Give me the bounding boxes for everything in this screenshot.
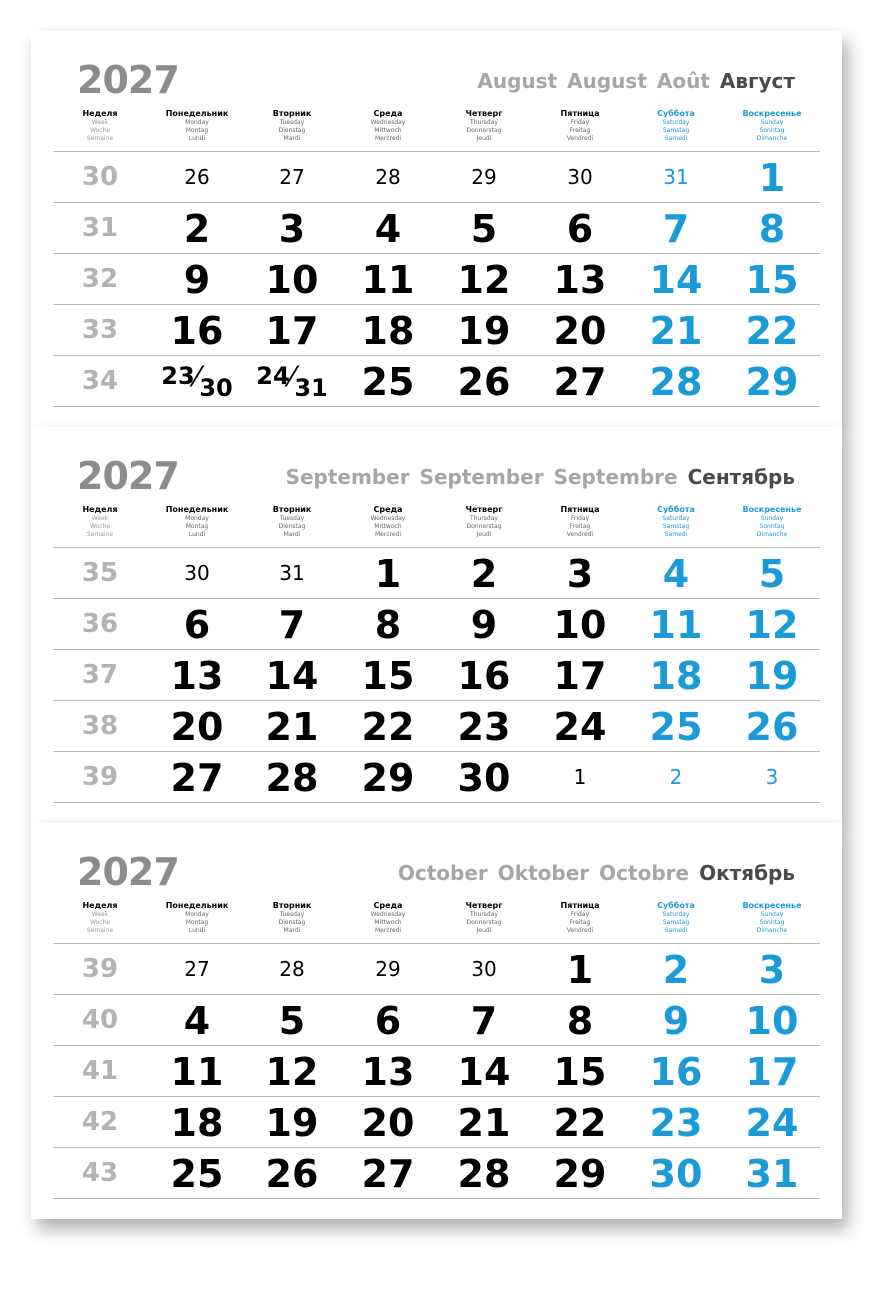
day-number: 16 [457, 654, 511, 698]
day-number: 15 [361, 654, 415, 698]
month-name-foreign: October [397, 861, 488, 885]
weekday-header [621, 901, 731, 935]
weekday-name-alt: Monday [185, 515, 209, 522]
weekday-name-ru: Вторник [272, 901, 312, 910]
weekday-name-alt: Sonntag [759, 523, 785, 530]
day-number: 9 [662, 999, 690, 1043]
weekday-header [621, 109, 731, 143]
weekday-name-alt: Lundi [188, 135, 206, 142]
weekday-name-ru: Четверг [465, 505, 503, 514]
weekday-name-ru: Вторник [272, 505, 312, 514]
day-number: 15 [745, 258, 799, 302]
day-number: 21 [457, 1101, 511, 1145]
day-number-adjacent-month: 29 [375, 957, 401, 981]
weekday-name-alt: Semaine [86, 531, 114, 538]
row-divider [53, 304, 820, 305]
weekday-name-alt: Vendredi [566, 927, 594, 934]
week-number: 43 [81, 1158, 119, 1188]
month-name-foreign: Août [656, 69, 710, 93]
weekday-name-ru: Четверг [465, 901, 503, 910]
weekday-name-ru: Воскресенье [742, 901, 802, 910]
row-divider [53, 649, 820, 650]
week-number: 36 [81, 609, 119, 639]
day-number: 27 [361, 1152, 415, 1196]
day-number: 1 [374, 552, 402, 596]
weekday-name-alt: Thursday [470, 119, 498, 126]
weekday-name-ru: Неделя [82, 505, 118, 514]
row-divider [53, 547, 820, 548]
weekday-name-alt: Vendredi [566, 531, 594, 538]
weekday-name-alt: Samstag [662, 523, 690, 530]
weekday-name-ru: Суббота [657, 505, 695, 514]
day-number: 14 [265, 654, 319, 698]
day-number: 12 [265, 1050, 319, 1094]
weekday-name-alt: Dienstag [278, 919, 306, 926]
day-number-adjacent-month: 31 [663, 165, 689, 189]
month-name-foreign: Septembre [553, 465, 678, 489]
weekday-header [621, 505, 731, 539]
week-number: 30 [81, 162, 119, 192]
day-number: 7 [470, 999, 498, 1043]
day-number: 22 [745, 309, 799, 353]
day-number: 23 [457, 705, 511, 749]
row-divider [53, 700, 820, 701]
weekday-name-alt: Freitag [569, 127, 591, 134]
weekday-header [717, 505, 827, 539]
day-number: 4 [662, 552, 690, 596]
weekday-header [525, 109, 635, 143]
year-label: 2027 [77, 454, 179, 498]
row-divider [53, 1045, 820, 1046]
weekday-name-alt: Dienstag [278, 523, 306, 530]
day-number: 5 [278, 999, 306, 1043]
weekday-name-alt: Mittwoch [374, 523, 402, 530]
weekday-name-alt: Sunday [760, 119, 784, 126]
weekday-header [142, 901, 252, 935]
day-number: 18 [361, 309, 415, 353]
weekday-name-alt: Friday [570, 119, 590, 126]
day-number: 3 [278, 207, 306, 251]
weekday-name-alt: Woche [89, 127, 111, 134]
week-number: 31 [81, 213, 119, 243]
weekday-name-alt: Woche [89, 919, 111, 926]
day-number-adjacent-month: 28 [375, 165, 401, 189]
weekday-header [333, 505, 443, 539]
day-number-adjacent-month: 27 [279, 165, 305, 189]
weekday-name-alt: Samedi [664, 531, 688, 538]
day-number: 24 [745, 1101, 799, 1145]
day-cell-split [247, 360, 337, 402]
month-name-ru: Октябрь [699, 861, 795, 885]
weekday-name-alt: Freitag [569, 523, 591, 530]
day-number: 5 [470, 207, 498, 251]
day-number: 11 [361, 258, 415, 302]
day-number: 6 [183, 603, 211, 647]
weekday-header [429, 109, 539, 143]
weekday-name-alt: Donnerstag [466, 919, 502, 926]
day-number: 12 [457, 258, 511, 302]
weekday-name-alt: Tuesday [279, 515, 305, 522]
day-number: 8 [374, 603, 402, 647]
row-divider [53, 1096, 820, 1097]
week-number: 39 [81, 762, 119, 792]
weekday-header [429, 901, 539, 935]
weekday-name-alt: Mittwoch [374, 127, 402, 134]
weekday-header [525, 901, 635, 935]
weekday-name-alt: Monday [185, 119, 209, 126]
day-number: 22 [553, 1101, 607, 1145]
month-names [286, 467, 795, 487]
weekday-name-alt: Mercredi [374, 927, 401, 934]
weekday-name-alt: Semaine [86, 135, 114, 142]
day-number: 10 [745, 999, 799, 1043]
day-number: 16 [170, 309, 224, 353]
weekday-name-ru: Четверг [465, 109, 503, 118]
day-number: 4 [183, 999, 211, 1043]
weekday-header [429, 505, 539, 539]
month-name-foreign: September [419, 465, 544, 489]
weekday-name-alt: Saturday [662, 911, 690, 918]
day-number: 9 [470, 603, 498, 647]
weekday-name-alt: Thursday [470, 515, 498, 522]
day-number-adjacent-month: 30 [184, 561, 210, 585]
row-divider [53, 598, 820, 599]
day-number-adjacent-month: 26 [184, 165, 210, 189]
weekday-header [237, 505, 347, 539]
day-number: 3 [758, 948, 786, 992]
row-divider [53, 253, 820, 254]
day-number: 21 [265, 705, 319, 749]
row-divider [53, 1147, 820, 1148]
row-divider [53, 1198, 820, 1199]
weekday-name-alt: Mittwoch [374, 919, 402, 926]
day-number: 6 [566, 207, 594, 251]
weekday-name-alt: Freitag [569, 919, 591, 926]
weekday-name-alt: Tuesday [279, 119, 305, 126]
weekday-name-ru: Среда [373, 901, 403, 910]
week-number: 38 [81, 711, 119, 741]
weekday-name-alt: Mardi [283, 927, 301, 934]
week-number: 35 [81, 558, 119, 588]
day-number: 1 [566, 948, 594, 992]
weekday-name-alt: Dimanche [756, 927, 788, 934]
year-label: 2027 [77, 850, 179, 894]
day-number: 29 [553, 1152, 607, 1196]
weekday-name-alt: Sunday [760, 911, 784, 918]
day-number: 12 [745, 603, 799, 647]
day-number: 23 [649, 1101, 703, 1145]
weekday-name-ru: Среда [373, 109, 403, 118]
weekday-name-alt: Dimanche [756, 135, 788, 142]
weekday-name-alt: Lundi [188, 531, 206, 538]
day-number: 14 [457, 1050, 511, 1094]
day-number: 29 [361, 756, 415, 800]
day-number: 17 [745, 1050, 799, 1094]
weekday-name-alt: Week [91, 515, 109, 522]
day-number: 18 [170, 1101, 224, 1145]
month-name-foreign: September [285, 465, 410, 489]
day-number: 8 [758, 207, 786, 251]
day-number-adjacent-month: 31 [279, 561, 305, 585]
day-number: 20 [170, 705, 224, 749]
weekday-name-alt: Semaine [86, 927, 114, 934]
weekday-name-ru: Пятница [560, 109, 600, 118]
day-number: 11 [170, 1050, 224, 1094]
weekday-name-ru: Суббота [657, 901, 695, 910]
month-sheet-september [31, 427, 842, 823]
row-divider [53, 943, 820, 944]
week-number: 41 [81, 1056, 119, 1086]
day-number: 29 [745, 360, 799, 404]
weekday-name-ru: Среда [373, 505, 403, 514]
weekday-name-alt: Donnerstag [466, 523, 502, 530]
weekday-name-alt: Mardi [283, 135, 301, 142]
weekday-name-alt: Samedi [664, 927, 688, 934]
day-number: 18 [649, 654, 703, 698]
weekday-name-alt: Week [91, 911, 109, 918]
day-number: 28 [457, 1152, 511, 1196]
day-number: 2 [470, 552, 498, 596]
weekday-header [333, 901, 443, 935]
day-number-adjacent-month: 29 [471, 165, 497, 189]
weekday-name-alt: Wednesday [370, 515, 406, 522]
day-number: 17 [265, 309, 319, 353]
weekday-name-alt: Jeudi [476, 531, 492, 538]
weekday-name-alt: Thursday [470, 911, 498, 918]
weekday-name-ru: Воскресенье [742, 109, 802, 118]
day-number: 24 [256, 362, 290, 390]
weekday-name-alt: Saturday [662, 515, 690, 522]
day-number: 15 [553, 1050, 607, 1094]
day-number: 27 [553, 360, 607, 404]
week-number: 37 [81, 660, 119, 690]
week-number: 42 [81, 1107, 119, 1137]
day-cell-split [152, 360, 242, 402]
month-names [398, 863, 795, 883]
month-sheet-august [31, 31, 842, 427]
month-name-ru: Август [719, 69, 795, 93]
weekday-name-alt: Montag [185, 127, 209, 134]
weekday-name-alt: Saturday [662, 119, 690, 126]
day-number: 17 [553, 654, 607, 698]
month-sheet-october [31, 823, 842, 1219]
weekday-name-alt: Donnerstag [466, 127, 502, 134]
weekday-name-alt: Dienstag [278, 127, 306, 134]
day-number: 19 [265, 1101, 319, 1145]
weekday-name-alt: Jeudi [476, 927, 492, 934]
weekday-name-ru: Суббота [657, 109, 695, 118]
weekday-name-ru: Воскресенье [742, 505, 802, 514]
weekday-name-alt: Woche [89, 523, 111, 530]
week-number: 39 [81, 954, 119, 984]
day-number: 10 [265, 258, 319, 302]
weekday-name-alt: Sonntag [759, 919, 785, 926]
month-name-foreign: Oktober [497, 861, 590, 885]
weekday-name-ru: Понедельник [165, 505, 229, 514]
day-number: 4 [374, 207, 402, 251]
weekday-name-alt: Wednesday [370, 119, 406, 126]
weekday-name-alt: Wednesday [370, 911, 406, 918]
weekday-name-alt: Dimanche [756, 531, 788, 538]
month-names [477, 71, 795, 91]
date-split-slash: ⁄ [194, 360, 200, 393]
day-number: 30 [649, 1152, 703, 1196]
weekday-name-alt: Mercredi [374, 531, 401, 538]
weekday-name-alt: Mardi [283, 531, 301, 538]
day-number: 14 [649, 258, 703, 302]
day-number: 2 [183, 207, 211, 251]
weekday-name-alt: Montag [185, 919, 209, 926]
row-divider [53, 406, 820, 407]
week-number: 33 [81, 315, 119, 345]
day-number: 19 [457, 309, 511, 353]
day-number: 5 [758, 552, 786, 596]
day-number: 16 [649, 1050, 703, 1094]
weekday-header [237, 109, 347, 143]
day-number: 25 [361, 360, 415, 404]
day-number: 28 [265, 756, 319, 800]
day-number: 22 [361, 705, 415, 749]
row-divider [53, 751, 820, 752]
weekday-name-alt: Montag [185, 523, 209, 530]
weekday-name-ru: Пятница [560, 505, 600, 514]
week-number: 40 [81, 1005, 119, 1035]
day-number: 30 [199, 374, 233, 402]
weekday-name-alt: Monday [185, 911, 209, 918]
weekday-name-alt: Samedi [664, 135, 688, 142]
row-divider [53, 994, 820, 995]
day-number-adjacent-month: 30 [567, 165, 593, 189]
day-number: 25 [649, 705, 703, 749]
day-number: 26 [457, 360, 511, 404]
day-number: 26 [745, 705, 799, 749]
weekday-header [717, 109, 827, 143]
day-number: 20 [361, 1101, 415, 1145]
weekday-name-ru: Неделя [82, 109, 118, 118]
day-number-adjacent-month: 28 [279, 957, 305, 981]
month-name-foreign: August [567, 69, 647, 93]
weekday-header [142, 505, 252, 539]
weekday-name-ru: Понедельник [165, 901, 229, 910]
day-number: 2 [662, 948, 690, 992]
weekday-header [717, 901, 827, 935]
day-number: 21 [649, 309, 703, 353]
weekday-name-alt: Samstag [662, 127, 690, 134]
day-number: 13 [170, 654, 224, 698]
day-number: 1 [758, 156, 786, 200]
day-number-adjacent-month: 3 [765, 765, 779, 789]
day-number: 9 [183, 258, 211, 302]
month-name-foreign: Octobre [599, 861, 690, 885]
weekday-header [142, 109, 252, 143]
weekday-name-ru: Неделя [82, 901, 118, 910]
day-number: 26 [265, 1152, 319, 1196]
day-number: 7 [662, 207, 690, 251]
day-number: 6 [374, 999, 402, 1043]
day-number: 10 [553, 603, 607, 647]
weekday-name-ru: Пятница [560, 901, 600, 910]
day-number: 28 [649, 360, 703, 404]
date-split-slash: ⁄ [289, 360, 295, 393]
weekday-name-alt: Sonntag [759, 127, 785, 134]
weekday-header [525, 505, 635, 539]
day-number: 24 [553, 705, 607, 749]
day-number: 7 [278, 603, 306, 647]
weekday-name-alt: Mercredi [374, 135, 401, 142]
weekday-name-alt: Sunday [760, 515, 784, 522]
day-number-adjacent-month: 27 [184, 957, 210, 981]
row-divider [53, 802, 820, 803]
weekday-header [45, 901, 155, 935]
day-number-adjacent-month: 2 [669, 765, 683, 789]
week-number: 34 [81, 366, 119, 396]
month-name-foreign: August [477, 69, 558, 93]
weekday-name-alt: Vendredi [566, 135, 594, 142]
weekday-name-alt: Samstag [662, 919, 690, 926]
day-number: 30 [457, 756, 511, 800]
weekday-name-alt: Tuesday [279, 911, 305, 918]
weekday-name-alt: Week [91, 119, 109, 126]
day-number: 27 [170, 756, 224, 800]
weekday-name-ru: Вторник [272, 109, 312, 118]
weekday-header [45, 109, 155, 143]
day-number: 20 [553, 309, 607, 353]
weekday-header [237, 901, 347, 935]
month-name-ru: Сентябрь [687, 465, 795, 489]
day-number: 8 [566, 999, 594, 1043]
row-divider [53, 151, 820, 152]
weekday-header [333, 109, 443, 143]
weekday-name-ru: Понедельник [165, 109, 229, 118]
row-divider [53, 355, 820, 356]
day-number: 23 [161, 362, 195, 390]
weekday-name-alt: Jeudi [476, 135, 492, 142]
week-number: 32 [81, 264, 119, 294]
day-number-adjacent-month: 30 [471, 957, 497, 981]
weekday-name-alt: Friday [570, 515, 590, 522]
day-number: 13 [553, 258, 607, 302]
day-number: 31 [745, 1152, 799, 1196]
weekday-header [45, 505, 155, 539]
row-divider [53, 202, 820, 203]
weekday-name-alt: Lundi [188, 927, 206, 934]
day-number: 25 [170, 1152, 224, 1196]
day-number-adjacent-month: 1 [573, 765, 587, 789]
year-label: 2027 [77, 58, 179, 102]
day-number: 11 [649, 603, 703, 647]
day-number: 31 [294, 374, 328, 402]
day-number: 13 [361, 1050, 415, 1094]
weekday-name-alt: Friday [570, 911, 590, 918]
day-number: 3 [566, 552, 594, 596]
day-number: 19 [745, 654, 799, 698]
